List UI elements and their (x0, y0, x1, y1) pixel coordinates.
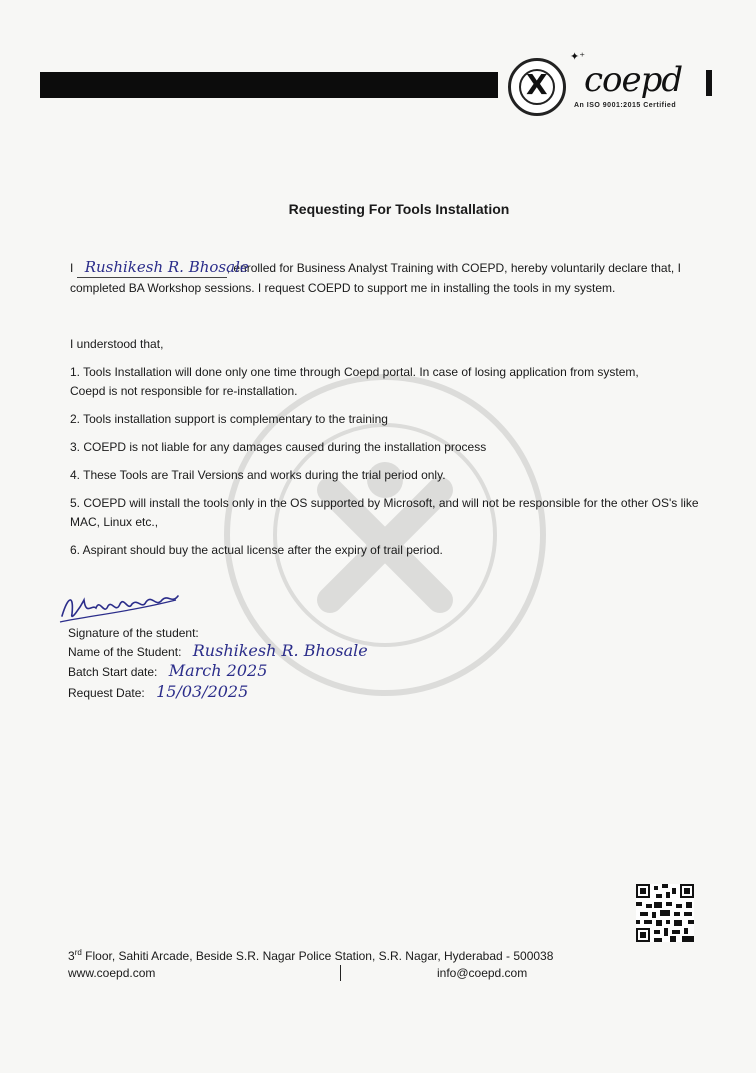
point-6: 6. Aspirant should buy the actual license after the expiry of trail period. (70, 543, 443, 557)
request-date-label: Request Date: (68, 686, 145, 700)
page-title: Requesting For Tools Installation (288, 201, 510, 217)
logo-x-icon: X (526, 68, 548, 101)
coepd-logo (508, 51, 718, 118)
point-2: 2. Tools installation support is complementary to the training (70, 412, 388, 426)
intro-line-2: completed BA Workshop sessions. I request COEPD to support me in installing the tools in my system. (70, 281, 616, 295)
handwritten-student-name: Rushikesh R. Bhosale (84, 258, 249, 276)
logo-wordmark: coepd (584, 60, 683, 100)
intro-prefix: I (70, 261, 74, 275)
handwritten-signature (58, 586, 188, 626)
point-5-line-2: MAC, Linux etc., (70, 515, 159, 529)
intro-line-1 (70, 258, 681, 278)
request-date-value: 15/03/2025 (156, 682, 249, 701)
footer-address: 3rd Floor, Sahiti Arcade, Beside S.R. Nagar Police Station, S.R. Nagar, Hyderabad - 500038 (68, 948, 554, 963)
point-3: 3. COEPD is not liable for any damages caused during the installation process (70, 440, 487, 454)
intro-line-1-text: , enrolled for Business Analyst Training with COEPD, hereby voluntarily declare that, I (226, 261, 681, 275)
understood-heading: I understood that, (70, 337, 164, 351)
student-name-value: Rushikesh R. Bhosale (192, 641, 368, 660)
batch-start-label: Batch Start date: (68, 665, 158, 679)
student-name-blank (77, 258, 249, 278)
signature-field (68, 626, 199, 640)
iso-certification: An ISO 9001:2015 Certified (574, 102, 677, 109)
batch-start-field (68, 661, 267, 680)
point-1-line-1: 1. Tools Installation will done only one time through Coepd portal. In case of losing application from system, (70, 365, 639, 379)
point-4: 4. These Tools are Trail Versions and works during the trial period only. (70, 468, 446, 482)
point-5-line-1: 5. COEPD will install the tools only in the OS supported by Microsoft, and will not be responsible for the other OS's like (70, 496, 699, 510)
footer-separator (340, 965, 341, 981)
signature-label: Signature of the student: (68, 626, 199, 640)
footer-website[interactable]: www.coepd.com (68, 966, 156, 980)
sparkle-icon: ✦⁺ (570, 51, 586, 63)
header-bar (40, 72, 498, 98)
logo-separator (706, 70, 712, 96)
qr-code-icon (636, 884, 694, 942)
request-date-field (68, 682, 248, 701)
student-name-label: Name of the Student: (68, 645, 182, 659)
batch-start-value: March 2025 (168, 661, 268, 680)
point-1-line-2: Coepd is not responsible for re-installation. (70, 384, 298, 398)
student-name-field (68, 641, 368, 660)
footer-email[interactable]: info@coepd.com (437, 966, 528, 980)
